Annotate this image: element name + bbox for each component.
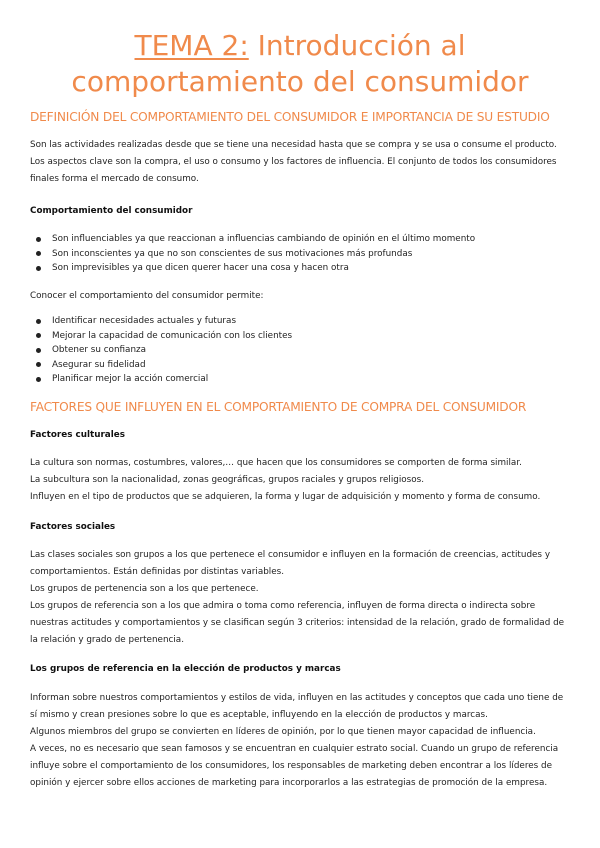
benefits-list: [30, 314, 570, 387]
cultural-line: Influyen en el tipo de productos que se adquieren, la forma y lugar de adquisición y momento y forma de consumo.: [30, 492, 541, 502]
behaviour-list: [30, 232, 570, 276]
list-item: Planificar mejor la acción comercial: [52, 372, 570, 387]
list-item: Son imprevisibles ya que dicen querer hacer una cosa y hacen otra: [52, 261, 570, 276]
cultural-line: La cultura son normas, costumbres, valores,… que hacen que los consumidores se comporten de forma similar.: [30, 458, 522, 468]
section1-paragraph: Son las actividades realizadas desde que se tiene una necesidad hasta que se compra y se usa o consume el producto. Los aspectos clave son la compra, el uso o consumo y los factores de influencia. El conjunto de todos los consumidores finales forma el mercado de consumo.: [30, 140, 557, 184]
benefits-intro: Conocer el comportamiento del consumidor permite:: [30, 291, 264, 301]
cultural-line: La subcultura son la nacionalidad, zonas geográficas, grupos raciales y grupos religiosos.: [30, 475, 425, 485]
social-subheading: Factores sociales: [30, 522, 116, 532]
social-paragraph: Los grupos de pertenencia son a los que pertenece.: [30, 584, 259, 594]
social-paragraph: Las clases sociales son grupos a los que pertenece el consumidor e influyen en la formación de creencias, actitudes y comportamientos. Están definidas por distintas variables.: [30, 550, 551, 577]
title-prefix: TEMA 2:: [134, 29, 249, 62]
list-item: Mejorar la capacidad de comunicación con los clientes: [52, 329, 570, 344]
section-factors: [30, 400, 570, 414]
groups-subheading: Los grupos de referencia en la elección de productos y marcas: [30, 664, 341, 674]
section1-heading: DEFINICIÓN DEL COMPORTAMIENTO DEL CONSUMIDOR E IMPORTANCIA DE SU ESTUDIO: [30, 110, 550, 124]
page-title: [30, 0, 570, 100]
list-item: Son inconscientes ya que no son conscientes de sus motivaciones más profundas: [52, 247, 570, 262]
cultural-subheading: Factores culturales: [30, 430, 125, 440]
groups-paragraph: Informan sobre nuestros comportamientos y estilos de vida, influyen en las actitudes y conceptos que cada uno tiene de sí mismo y crean presiones sobre lo que es aceptable, influyendo en la elección de productos y marcas.: [30, 693, 564, 720]
social-paragraph: Los grupos de referencia son a los que admira o toma como referencia, influyen de forma directa o indirecta sobre nuestras actitudes y comportamientos y se clasifican según 3 criterios: intensidad de la relación, grado de formalidad de la relación y grado de pertenencia.: [30, 601, 565, 645]
groups-paragraph: Algunos miembros del grupo se convierten en líderes de opinión, por lo que tienen mayor capacidad de influencia.: [30, 727, 536, 737]
list-item: Asegurar su fidelidad: [52, 358, 570, 373]
groups-paragraph: A veces, no es necesario que sean famosos y se encuentran en cualquier estrato social. Cuando un grupo de referencia influye sobre el comportamiento de los consumidores, los responsables de marketing deben encontrar a los líderes de opinión y ejercer sobre ellos acciones de marketing para incorporarlos a las estrategias de promoción de la empresa.: [30, 744, 559, 788]
section2-heading: FACTORES QUE INFLUYEN EN EL COMPORTAMIENTO DE COMPRA DEL CONSUMIDOR: [30, 400, 527, 414]
section1-subheading: Comportamiento del consumidor: [30, 206, 193, 216]
title-line1: Introducción al: [257, 29, 466, 62]
list-item: Son influenciables ya que reaccionan a influencias cambiando de opinión en el último momento: [52, 232, 570, 247]
section-definition: [30, 110, 570, 124]
list-item: Obtener su confianza: [52, 343, 570, 358]
list-item: Identificar necesidades actuales y futuras: [52, 314, 570, 329]
title-line2: comportamiento del consumidor: [71, 65, 529, 98]
